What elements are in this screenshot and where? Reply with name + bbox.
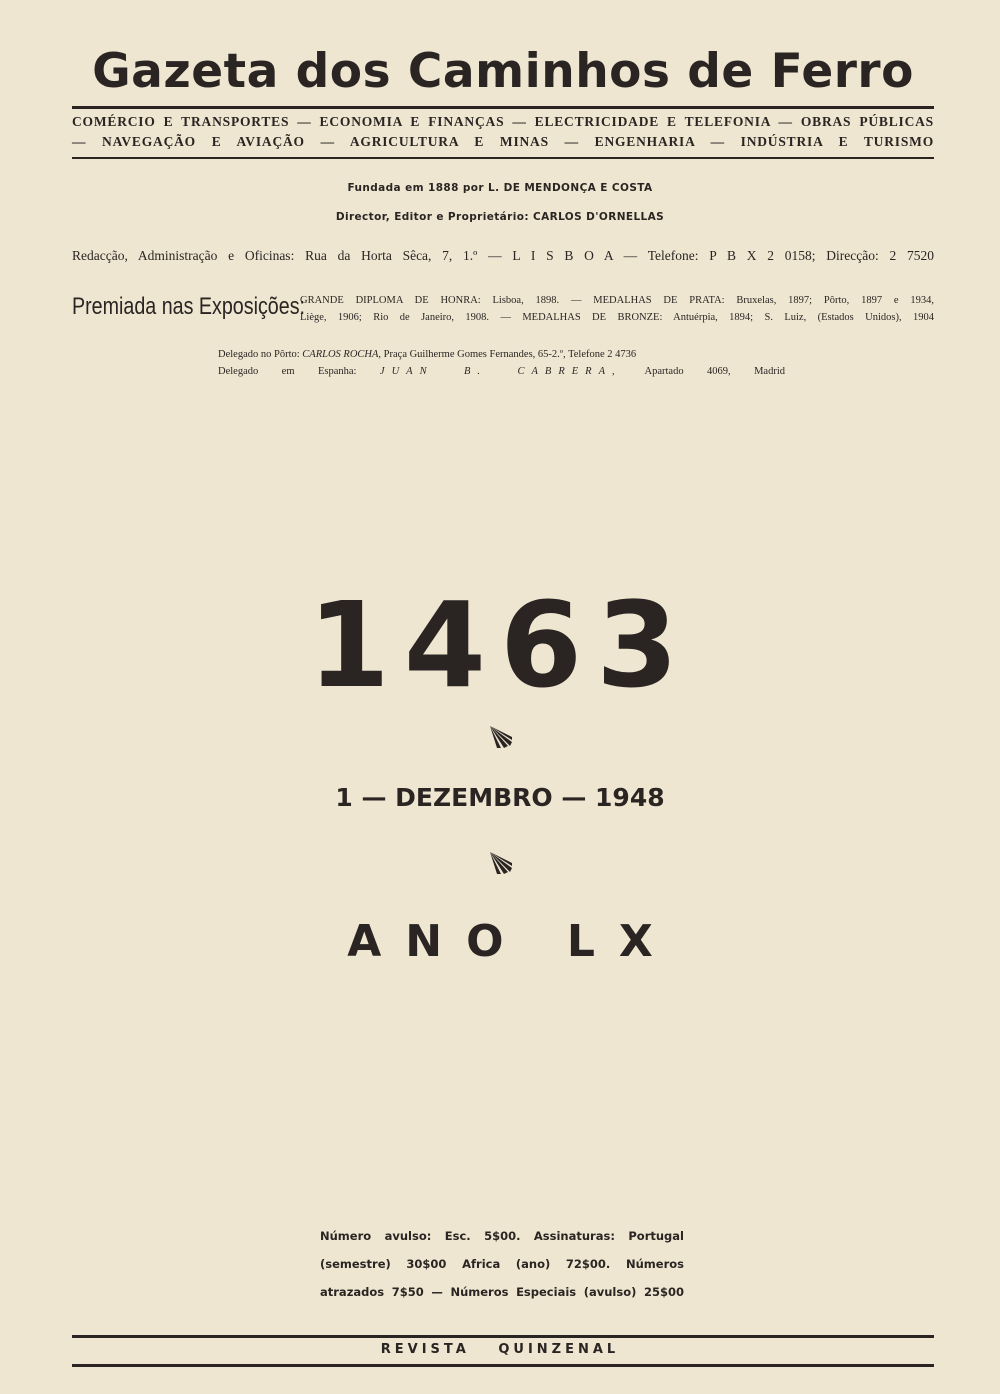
topics-line-2: — NAVEGAÇÃO E AVIAÇÃO — AGRICULTURA E MINAS — ENGENHARIA — INDÚSTRIA E TURISMO [72, 134, 934, 149]
delegate-spain [218, 366, 785, 377]
delegate-spain-rest: Apartado 4069, Madrid [644, 366, 786, 377]
founded-line: Fundada em 1888 por L. DE MENDONÇA E COSTA [347, 182, 653, 194]
address-line: Redacção, Administração e Oficinas: Rua da Horta Sêca, 7, 1.º — L I S B O A — Telefone: P B X 2 0158; Direcção: 2 7520 [72, 248, 934, 263]
footer-title: REVISTA QUINZENAL [380, 1342, 620, 1357]
awards-line-2: Liège, 1906; Rio de Janeiro, 1908. — MEDALHAS DE BRONZE: Antuérpia, 1894; S. Luiz, (Estados Unidos), 1904 [300, 312, 934, 323]
prices-line-1: Número avulso: Esc. 5$00. Assinaturas: Portugal [320, 1229, 684, 1243]
prices-line-3: atrazados 7$50 — Números Especiais (avulso) 25$00 [320, 1285, 684, 1299]
issue-number: 1463 [307, 576, 693, 714]
prices-line-2: (semestre) 30$00 Africa (ano) 72$00. Números [320, 1257, 684, 1271]
topics-line-1: COMÉRCIO E TRANSPORTES — ECONOMIA E FINANÇAS — ELECTRICIDADE E TELEFONIA — OBRAS PÚBLICAS [72, 114, 934, 129]
awards-text [300, 292, 934, 326]
awards-label: Premiada nas Exposições: [72, 293, 306, 320]
issue-date: 1 — DEZEMBRO — 1948 [335, 783, 665, 812]
fan-ornament-icon [488, 724, 514, 750]
delegate-porto-rest: Praça Guilherme Gomes Fernandes, 65-2.º, Telefone 2 4736 [383, 349, 637, 360]
director-line: Director, Editor e Proprietário: CARLOS D'ORNELLAS [335, 211, 665, 223]
delegate-porto [218, 349, 785, 360]
delegate-porto-prefix: Delegado no Pôrto: [218, 349, 300, 360]
masthead-bottom-rule [72, 157, 934, 159]
masthead-title: Gazeta dos Caminhos de Ferro [92, 44, 914, 99]
delegate-porto-name: CARLOS ROCHA, [302, 349, 382, 360]
prices-block [320, 1222, 684, 1306]
masthead-top-rule [72, 106, 934, 109]
awards-line-1: GRANDE DIPLOMA DE HONRA: Lisboa, 1898. — MEDALHAS DE PRATA: Bruxelas, 1897; Pôrto, 1897 e 1934, [300, 295, 934, 306]
volume-year: ANO LX [347, 916, 677, 967]
fan-ornament-icon [488, 850, 514, 876]
delegate-spain-name: JUAN B. CABRERA, [379, 366, 622, 377]
footer-bottom-rule [72, 1364, 934, 1367]
footer-top-rule [72, 1335, 934, 1338]
delegate-spain-prefix: Delegado em Espanha: [218, 366, 357, 377]
